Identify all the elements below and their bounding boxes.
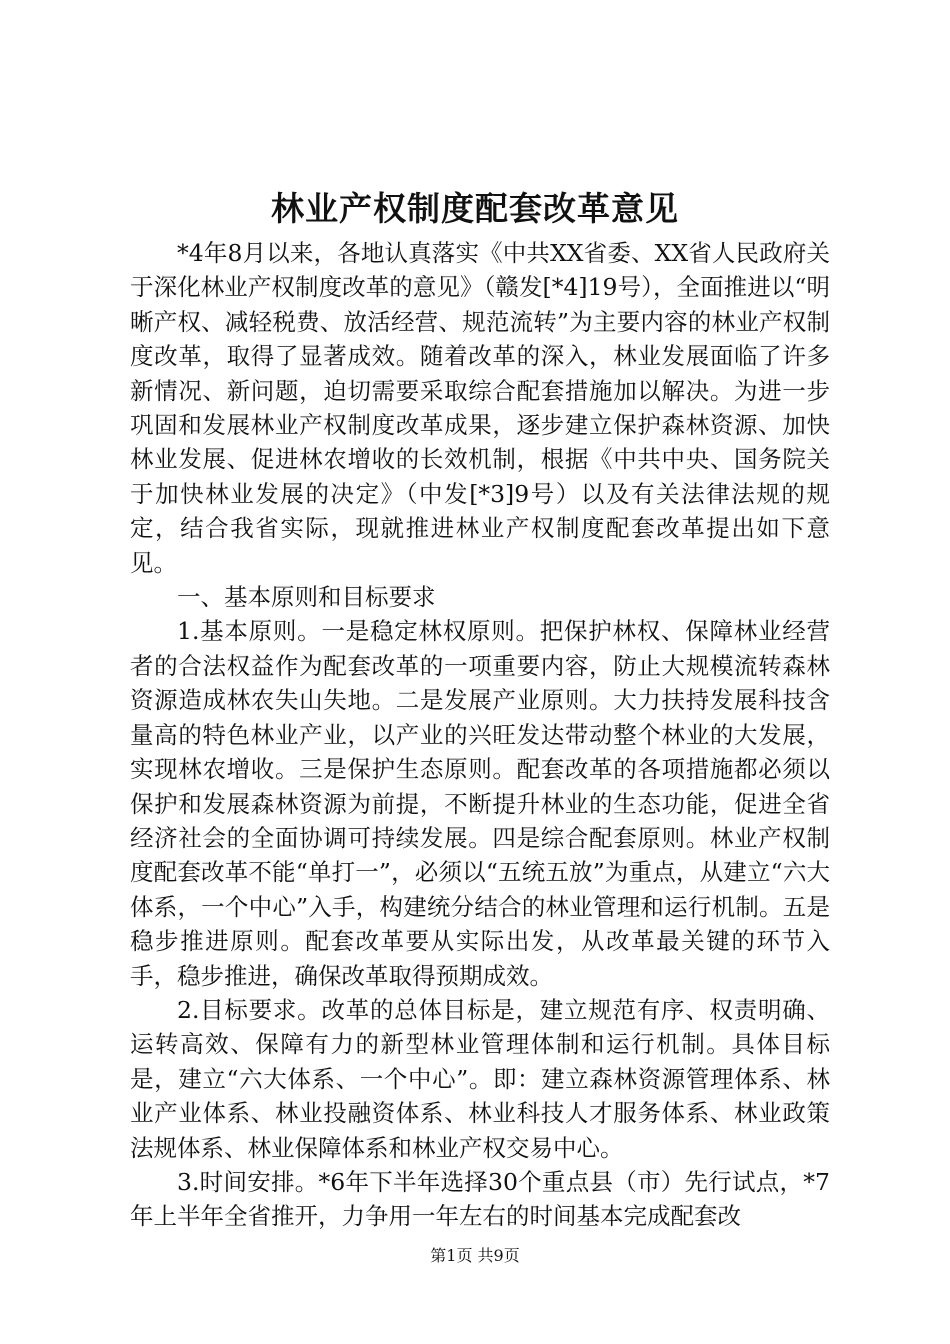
paragraph-schedule: 3.时间安排。*6年下半年选择30个重点县（市）先行试点，*7年上半年全省推开，力争用一年左右的时间基本完成配套改: [130, 1167, 830, 1231]
paragraph-intro: *4年8月以来，各地认真落实《中共XX省委、XX省人民政府关于深化林业产权制度改革的意见》（赣发[*4]19号），全面推进以“明晰产权、减轻税费、放活经营、规范流转”为主要内容的林业产权制度改革，取得了显著成效。随着改革的深入，林业发展面临了许多新情况、新问题，迫切需要采取综合配套措施加以解决。为进一步巩固和发展林业产权制度改革成果，逐步建立保护森林资源、加快林业发展、促进林农增收的长效机制，根据《中共中央、国务院关于加快林业发展的决定》（中发[*3]9号）以及有关法律法规的规定，结合我省实际，现就推进林业产权制度配套改革提出如下意见。: [130, 239, 830, 577]
section-heading-principles: 一、基本原则和目标要求: [177, 583, 436, 612]
paragraph-target-requirements: 2.目标要求。改革的总体目标是，建立规范有序、权责明确、运转高效、保障有力的新型林业管理体制和运行机制。具体目标是，建立“六大体系、一个中心”。即：建立森林资源管理体系、林业产业体系、林业投融资体系、林业科技人才服务体系、林业政策法规体系、林业保障体系和林业产权交易中心。: [130, 995, 830, 1162]
document-title: 林业产权制度配套改革意见: [271, 189, 679, 228]
paragraph-basic-principles: 1.基本原则。一是稳定林权原则。把保护林权、保障林业经营者的合法权益作为配套改革的一项重要内容，防止大规模流转森林资源造成林农失山失地。二是发展产业原则。大力扶持发展科技含量高的特色林业产业，以产业的兴旺发达带动整个林业的大发展，实现林农增收。三是保护生态原则。配套改革的各项措施都必须以保护和发展森林资源为前提，不断提升林业的生态功能，促进全省经济社会的全面协调可持续发展。四是综合配套原则。林业产权制度配套改革不能“单打一”，必须以“五统五放”为重点，从建立“六大体系，一个中心”入手，构建统分结合的林业管理和运行机制。五是稳步推进原则。配套改革要从实际出发，从改革最关键的环节入手，稳步推进，确保改革取得预期成效。: [130, 617, 830, 990]
document-body: [130, 236, 830, 1234]
page-number: 第1页 共9页: [430, 1246, 520, 1265]
